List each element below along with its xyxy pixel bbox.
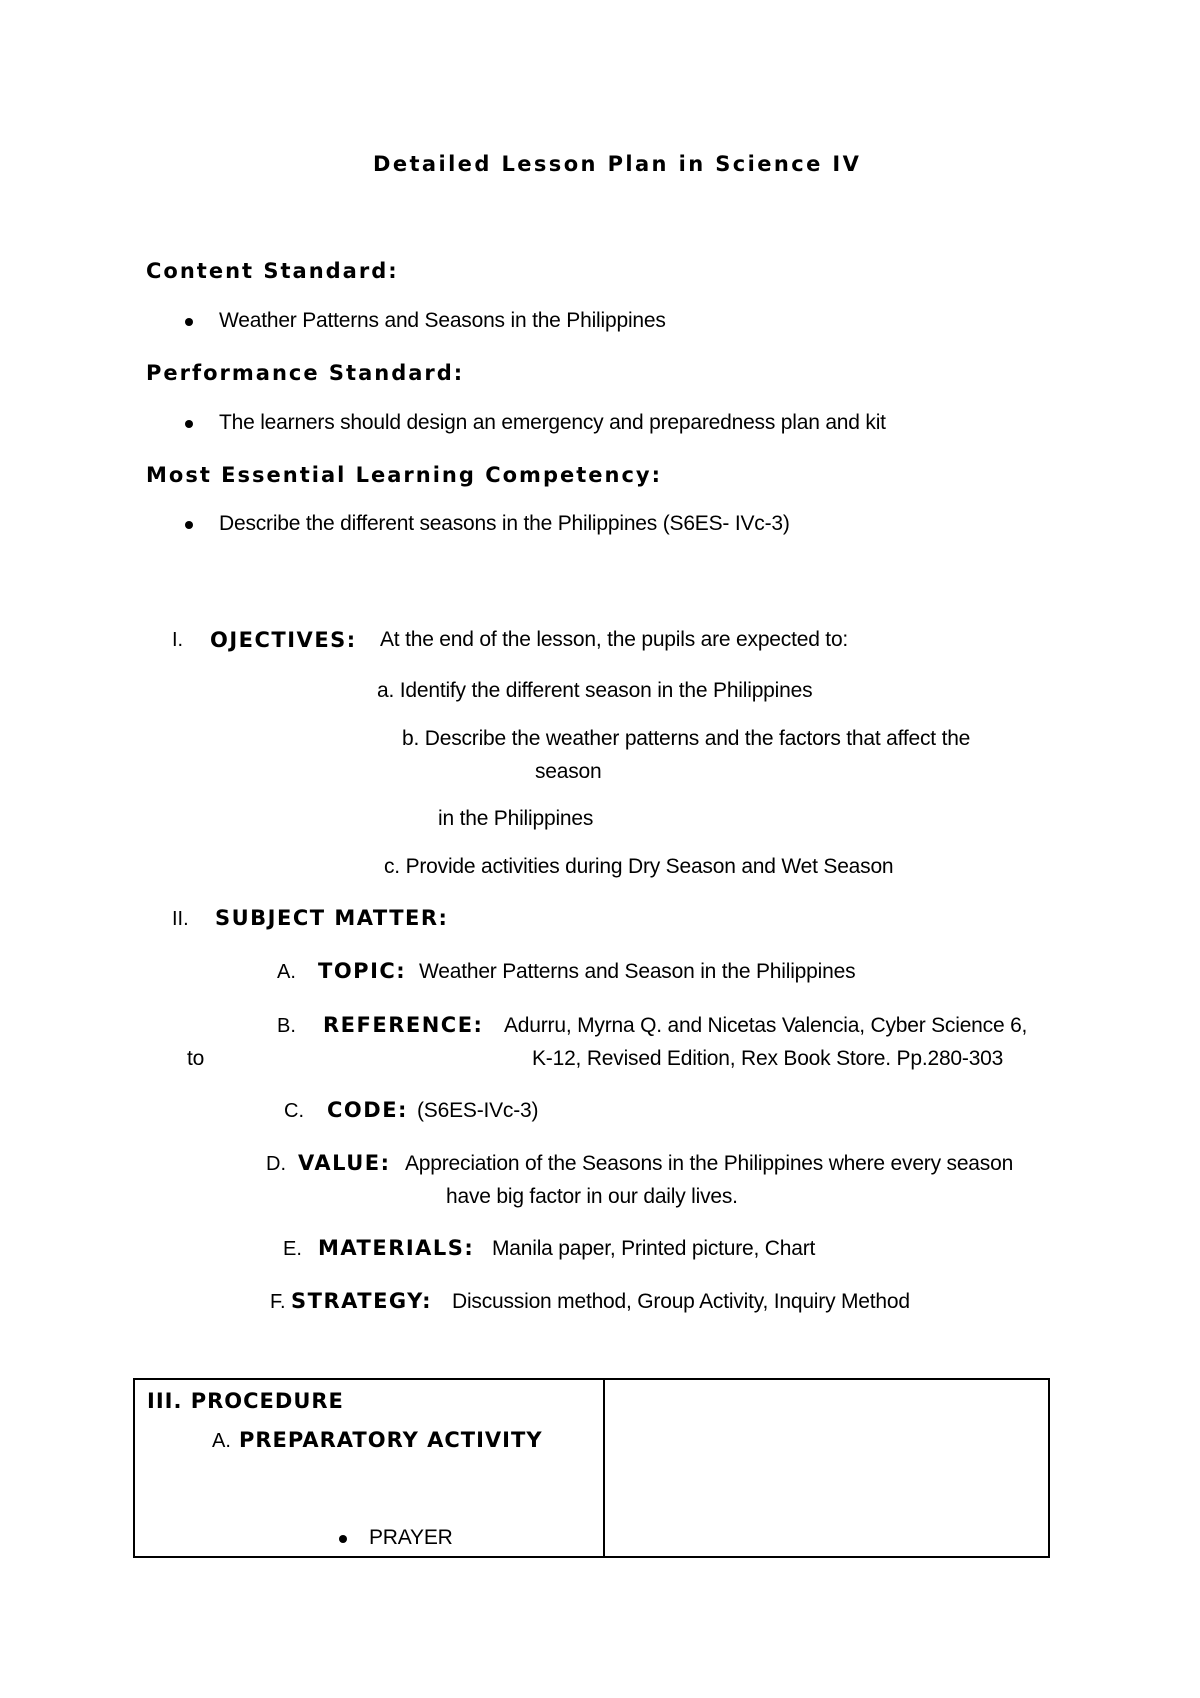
objective-a: a. Identify the different season in the Philippines [377,679,813,702]
strategy-text: Discussion method, Group Activity, Inquiry Method [452,1290,910,1313]
procedure-heading: III. PROCEDURE [147,1389,344,1413]
reference-line2: K-12, Revised Edition, Rex Book Store. Pp.280-303 [532,1047,1004,1070]
preparatory-activity-label: PREPARATORY ACTIVITY [239,1428,543,1452]
performance-standard-heading: Performance Standard: [146,361,465,385]
objective-b-line2: season [535,760,602,783]
melc-item: Describe the different seasons in the Philippines (S6ES- IVc-3) [219,512,790,535]
page-title: Detailed Lesson Plan in Science IV [373,152,862,176]
reference-line1: Adurru, Myrna Q. and Nicetas Valencia, Cyber Science 6, [504,1014,1028,1037]
code-text: (S6ES-IVc-3) [417,1099,539,1122]
objective-c: c. Provide activities during Dry Season and Wet Season [384,855,894,878]
materials-text: Manila paper, Printed picture, Chart [492,1237,816,1260]
performance-standard-item: The learners should design an emergency and preparedness plan and kit [219,411,886,434]
prayer-item: PRAYER [369,1526,453,1549]
melc-heading: Most Essential Learning Competency: [146,463,662,487]
bullet-icon [185,420,193,428]
procedure-table [133,1378,1050,1558]
objectives-intro: At the end of the lesson, the pupils are expected to: [380,628,849,651]
value-line2: have big factor in our daily lives. [446,1185,738,1208]
strategy-label: STRATEGY: [291,1289,432,1313]
value-line1: Appreciation of the Seasons in the Philippines where every season [405,1152,1014,1175]
objective-b-line1: b. Describe the weather patterns and the factors that affect the [402,727,971,750]
objectives-label: OJECTIVES: [210,628,357,652]
materials-letter: E. [283,1238,302,1260]
reference-letter: B. [277,1015,296,1037]
value-label: VALUE: [298,1151,391,1175]
bullet-icon [185,521,193,529]
reference-stray-text: to [187,1047,205,1070]
table-column-divider [603,1380,605,1556]
bullet-icon [339,1535,347,1543]
preparatory-activity-letter: A. [212,1430,231,1452]
subject-matter-label: SUBJECT MATTER: [215,906,449,930]
content-standard-item: Weather Patterns and Seasons in the Philippines [219,309,666,332]
value-letter: D. [266,1153,286,1175]
content-standard-heading: Content Standard: [146,259,399,283]
materials-label: MATERIALS: [318,1236,475,1260]
topic-text: Weather Patterns and Season in the Philippines [419,960,856,983]
objectives-numeral: I. [172,629,184,651]
code-letter: C. [284,1100,304,1122]
strategy-letter: F. [270,1291,286,1313]
subject-matter-numeral: II. [172,908,189,930]
topic-label: TOPIC: [318,959,407,983]
bullet-icon [185,318,193,326]
objective-b-line3: in the Philippines [438,807,594,830]
reference-label: REFERENCE: [323,1013,484,1037]
topic-letter: A. [277,961,296,983]
code-label: CODE: [327,1098,408,1122]
